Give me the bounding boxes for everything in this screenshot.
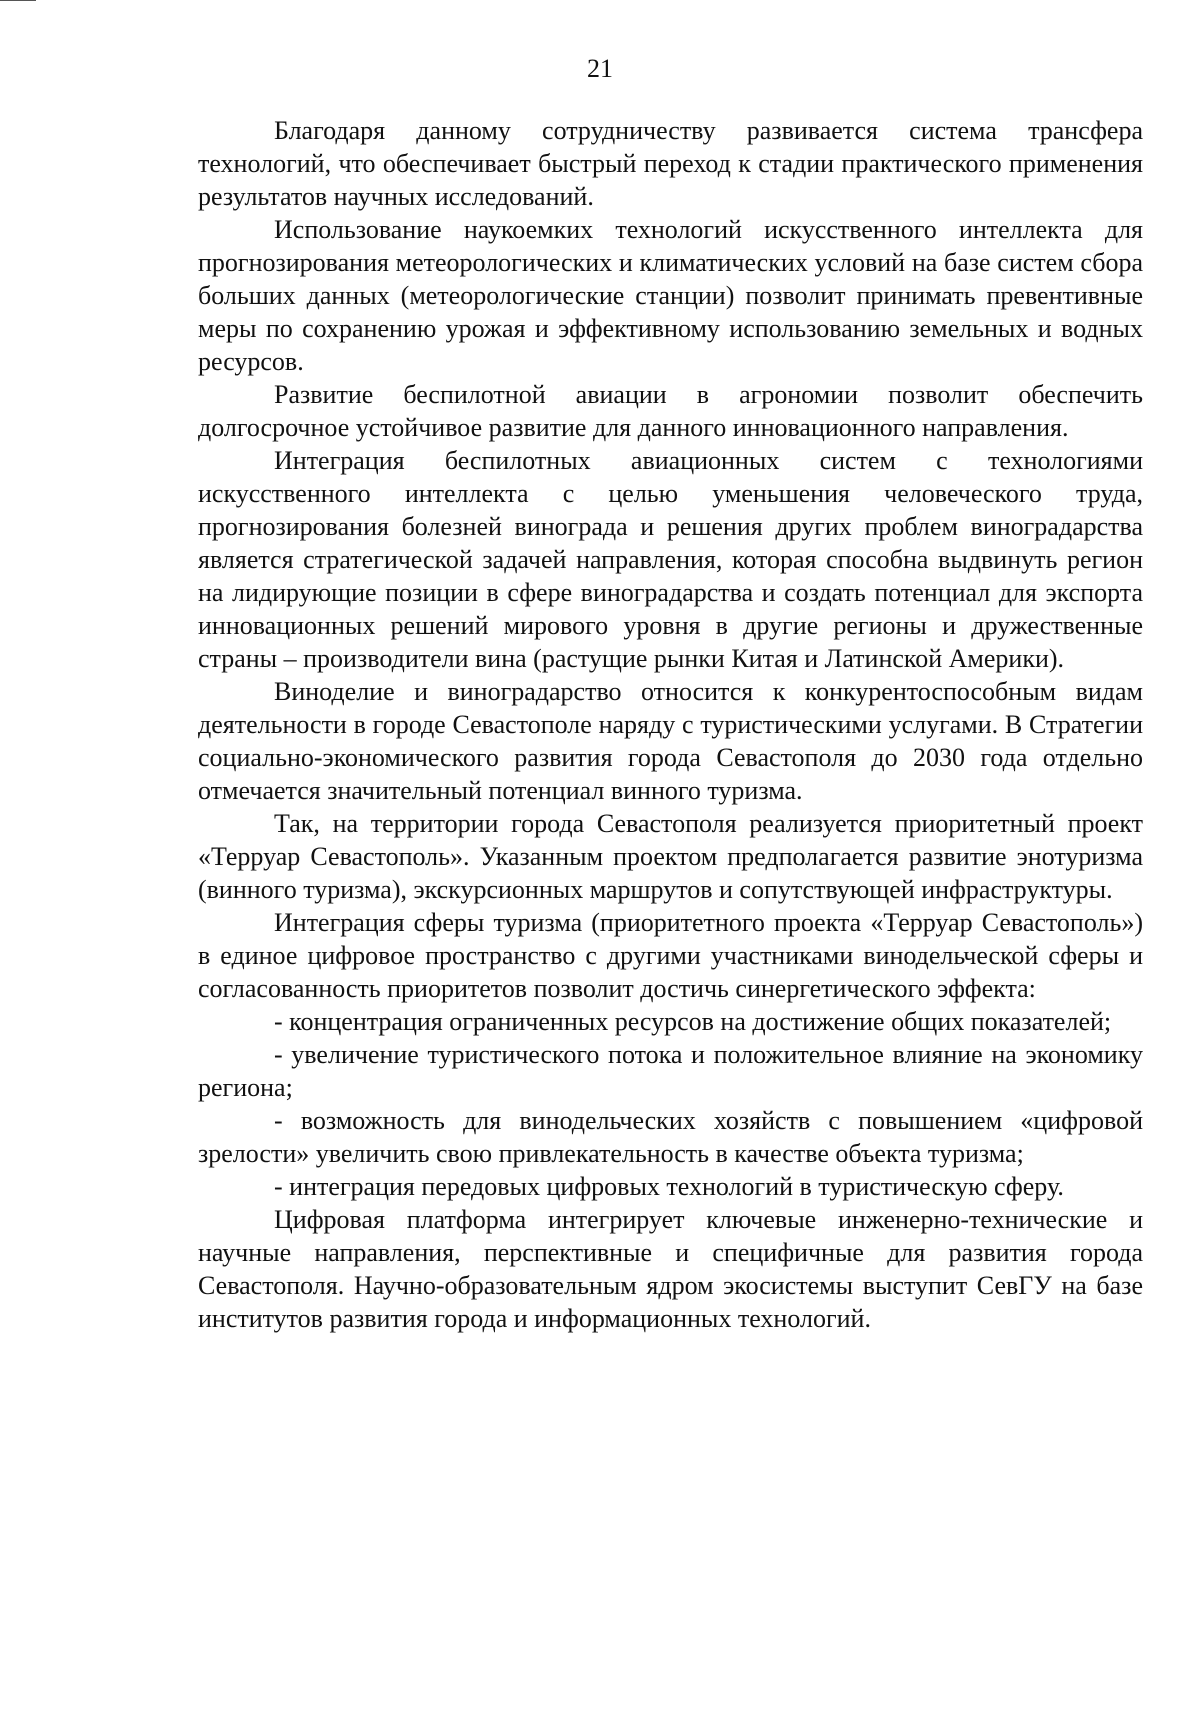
document-body	[198, 114, 1143, 1335]
scan-corner-mark	[0, 0, 36, 1]
paragraph: Благодаря данному сотрудничеству развивается система трансфера технологий, что обеспечивает быстрый переход к стадии практического применения результатов научных исследований.	[198, 116, 1143, 211]
list-item: - увеличение туристического потока и положительное влияние на экономику региона;	[198, 1040, 1143, 1102]
paragraph: Виноделие и виноградарство относится к конкурентоспособным видам деятельности в городе Севастополе наряду с туристическими услугами. В Стратегии социально-экономического развития города Севастополя до 2030 года отдельно отмечается значительный потенциал винного туризма.	[198, 677, 1143, 805]
paragraph: Цифровая платформа интегрирует ключевые инженерно-технические и научные направления, перспективные и специфичные для развития города Севастополя. Научно-образовательным ядром экосистемы выступит СевГУ на базе институтов развития города и информационных технологий.	[198, 1205, 1143, 1333]
list-item: - возможность для винодельческих хозяйств с повышением «цифровой зрелости» увеличить свою привлекательность в качестве объекта туризма;	[198, 1106, 1143, 1168]
page-number: 21	[587, 54, 613, 83]
paragraph: Интеграция беспилотных авиационных систем с технологиями искусственного интеллекта с целью уменьшения человеческого труда, прогнозирования болезней винограда и решения других проблем виноградарства является стратегической задачей направления, которая способна выдвинуть регион на лидирующие позиции в сфере виноградарства и создать потенциал для экспорта инновационных решений мирового уровня в другие регионы и дружественные страны – производители вина (растущие рынки Китая и Латинской Америки).	[198, 446, 1143, 673]
paragraph: Использование наукоемких технологий искусственного интеллекта для прогнозирования метеорологических и климатических условий на базе систем сбора больших данных (метеорологические станции) позволит принимать превентивные меры по сохранению урожая и эффективному использованию земельных и водных ресурсов.	[198, 215, 1143, 376]
paragraph: Интеграция сферы туризма (приоритетного проекта «Терруар Севастополь») в единое цифровое пространство с другими участниками винодельческой сферы и согласованность приоритетов позволит достичь синергетического эффекта:	[198, 908, 1143, 1003]
list-item: - интеграция передовых цифровых технологий в туристическую сферу.	[274, 1172, 1064, 1201]
paragraph: Развитие беспилотной авиации в агрономии позволит обеспечить долгосрочное устойчивое развитие для данного инновационного направления.	[198, 380, 1143, 442]
paragraph: Так, на территории города Севастополя реализуется приоритетный проект «Терруар Севастополь». Указанным проектом предполагается развитие энотуризма (винного туризма), экскурсионных маршрутов и сопутствующей инфраструктуры.	[198, 809, 1143, 904]
list-item: - концентрация ограниченных ресурсов на достижение общих показателей;	[274, 1007, 1112, 1036]
